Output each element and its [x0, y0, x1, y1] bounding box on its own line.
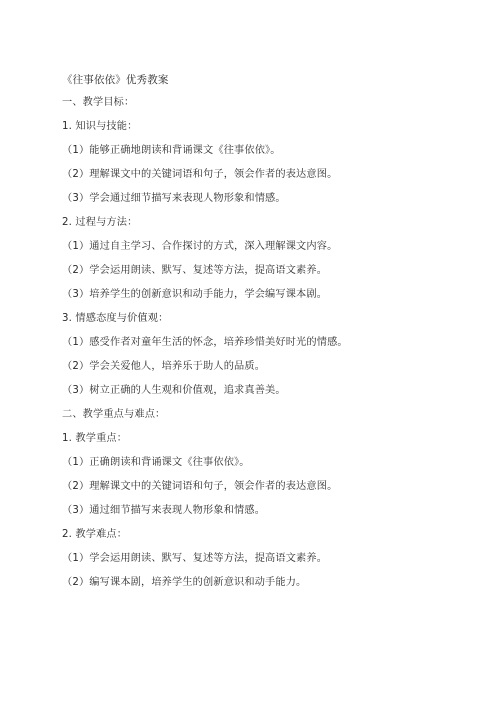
text-line: （1）通过自主学习、合作探讨的方式，深入理解课文内容。 — [62, 241, 338, 252]
subheading-difficulties: 2. 教学难点： — [62, 529, 128, 540]
subheading-key-points: 1. 教学重点： — [62, 433, 128, 444]
text-line: （2）编写课本剧，培养学生的创新意识和动手能力。 — [62, 577, 307, 588]
text-line: （1）感受作者对童年生活的怀念，培养珍惜美好时光的情感。 — [62, 337, 348, 348]
text-line: （2）理解课文中的关键词语和句子，领会作者的表达意图。 — [62, 169, 338, 180]
subheading-process: 2. 过程与方法： — [62, 217, 138, 228]
document-title: 《往事依依》优秀教案 — [62, 74, 169, 86]
text-line: （3）树立正确的人生观和价值观，追求真善美。 — [62, 385, 286, 396]
section-heading-key-points: 二、教学重点与难点： — [62, 409, 166, 420]
text-line: （2）学会运用朗读、默写、复述等方法，提高语文素养。 — [62, 265, 328, 276]
text-line: （3）学会通过细节描写来表现人物形象和情感。 — [62, 193, 286, 204]
text-line: （3）通过细节描写来表现人物形象和情感。 — [62, 505, 266, 516]
subheading-knowledge: 1. 知识与技能： — [62, 121, 138, 132]
text-line: （1）正确朗读和背诵课文《往事依依》。 — [62, 457, 250, 468]
text-line: （3）培养学生的创新意识和动手能力，学会编写课本剧。 — [62, 289, 328, 300]
text-line: （2）理解课文中的关键词语和句子，领会作者的表达意图。 — [62, 481, 338, 492]
text-line: （1）学会运用朗读、默写、复述等方法，提高语文素养。 — [62, 553, 328, 564]
text-line: （1）能够正确地朗读和背诵课文《往事依依》。 — [62, 145, 281, 156]
section-heading-objectives: 一、教学目标： — [62, 97, 135, 108]
subheading-attitude: 3. 情感态度与价值观： — [62, 313, 169, 324]
text-line: （2）学会关爱他人，培养乐于助人的品质。 — [62, 361, 266, 372]
